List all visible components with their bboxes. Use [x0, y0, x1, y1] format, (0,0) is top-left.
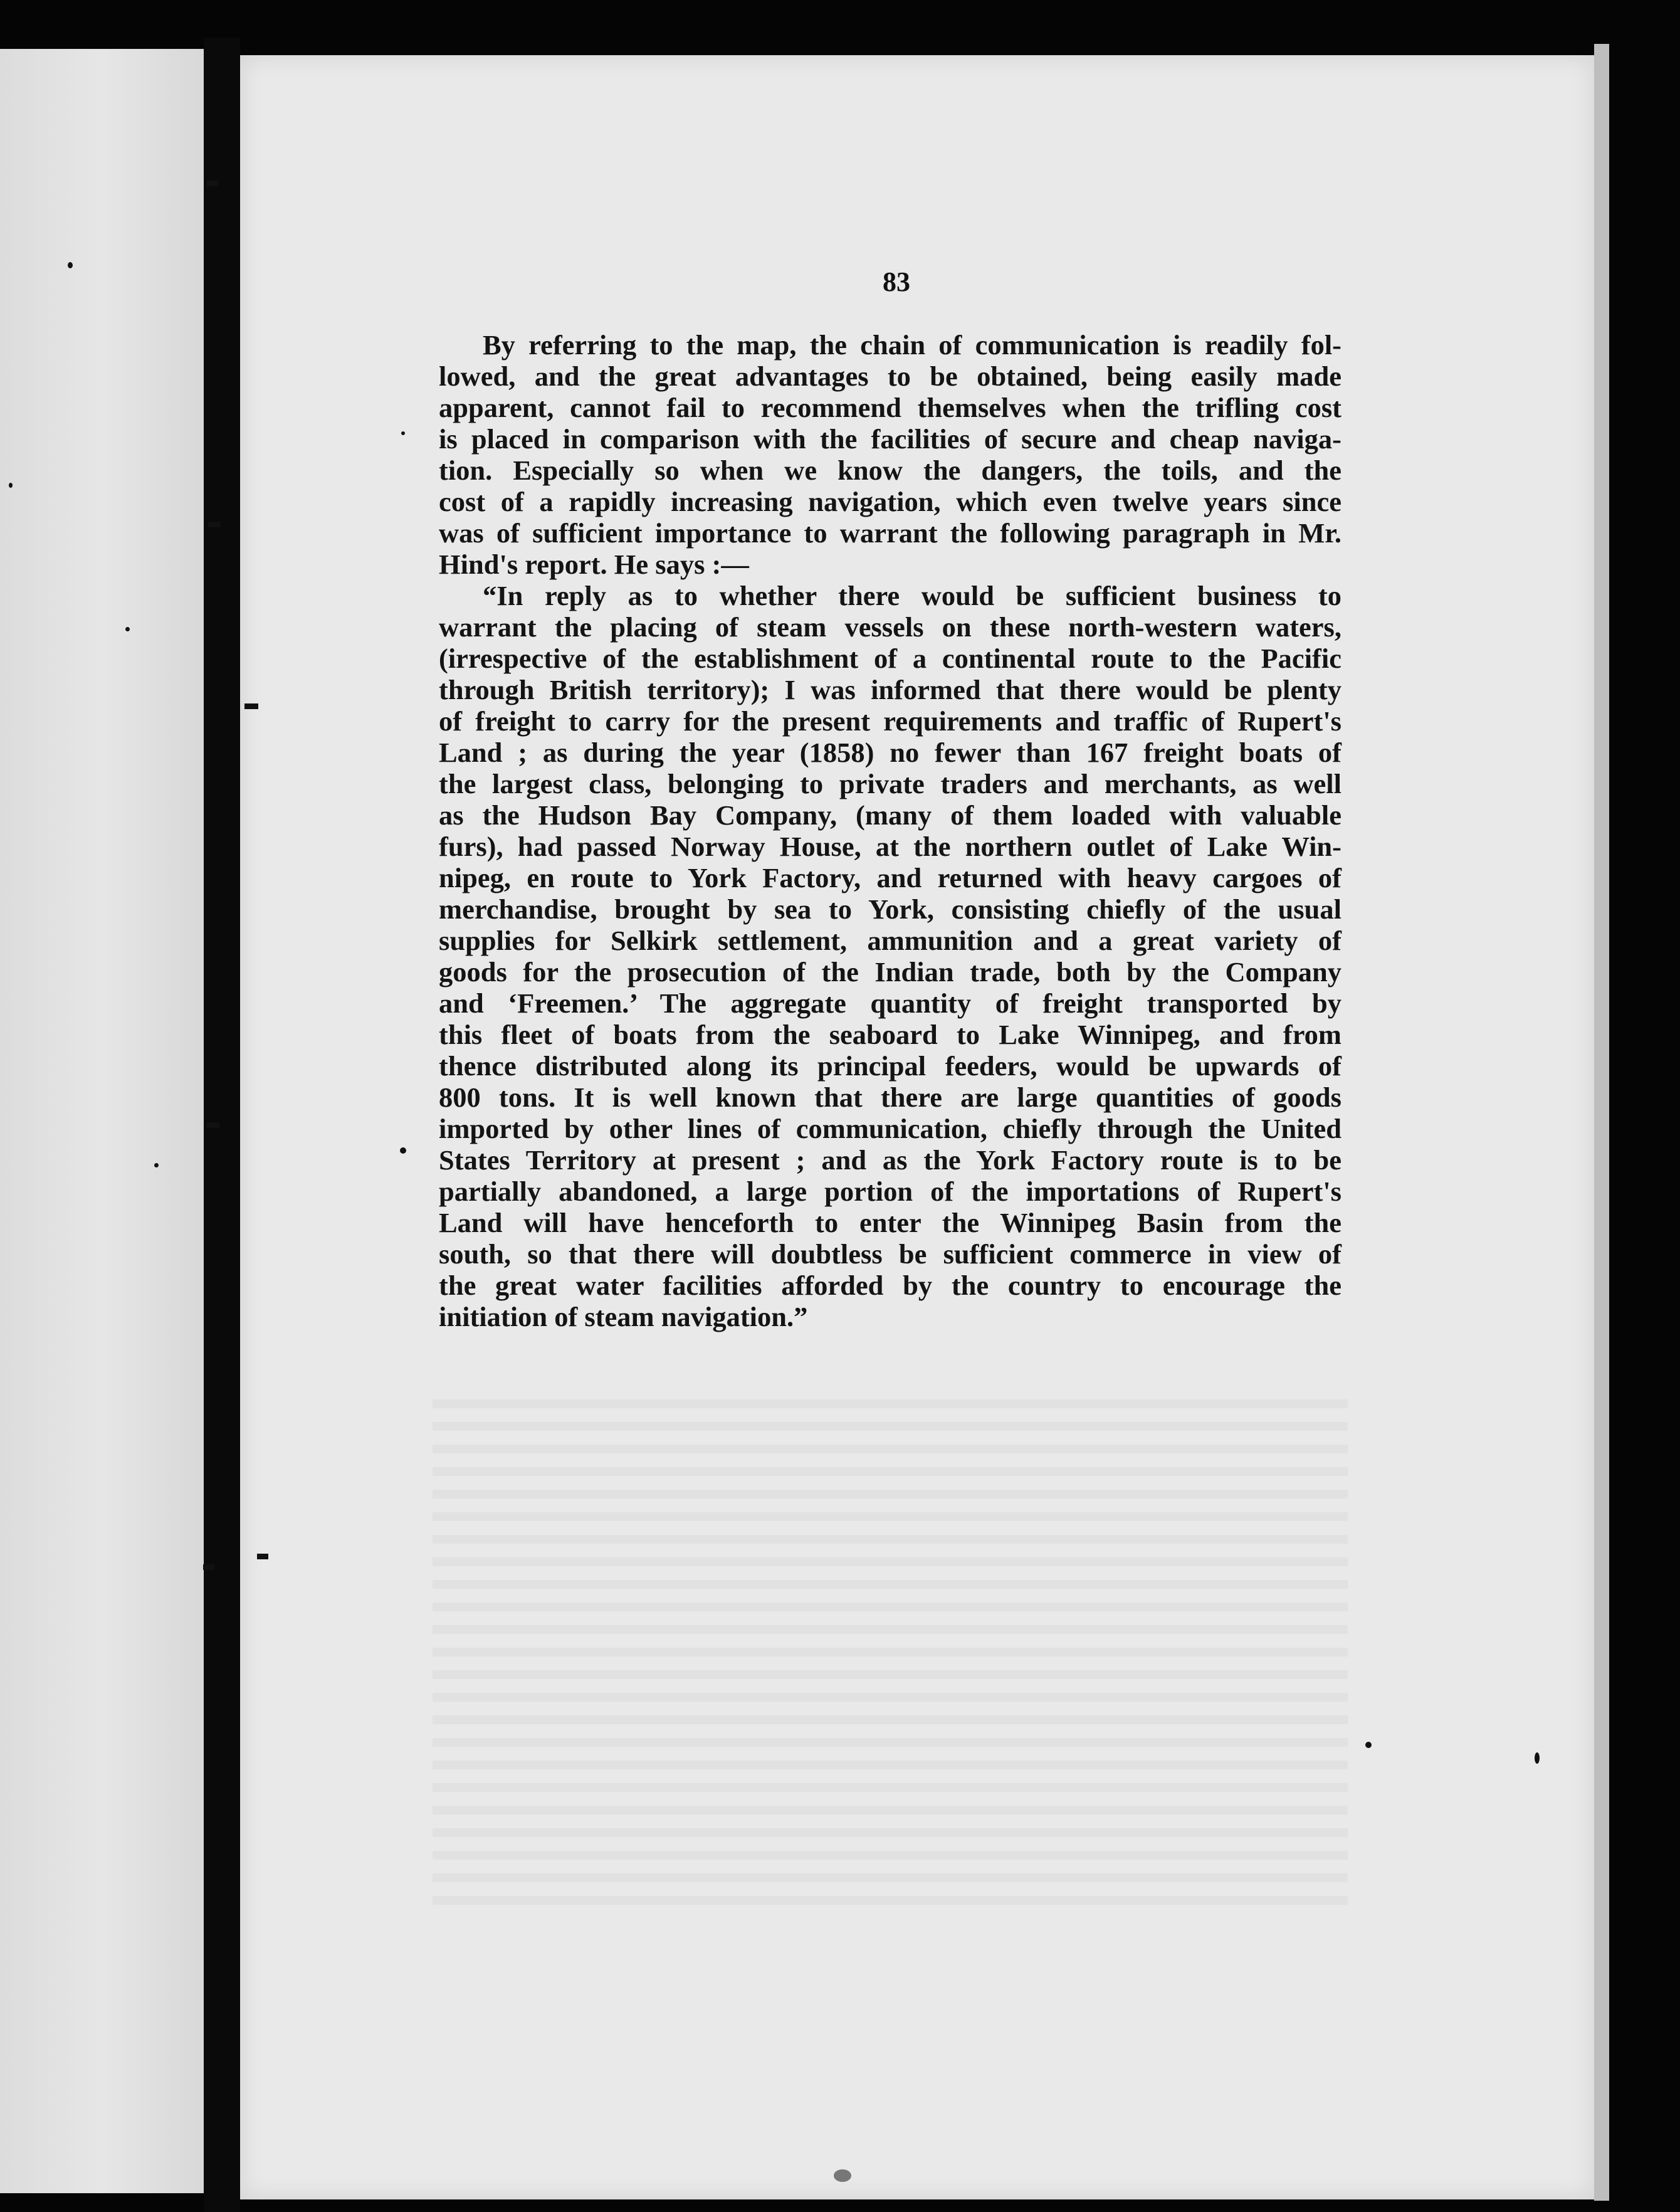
- speck: [834, 2169, 851, 2182]
- speck: [125, 627, 130, 631]
- facing-page: [0, 49, 204, 2193]
- text-line: warrant the placing of steam vessels on these north-western waters,: [439, 611, 1341, 643]
- text-line: 800 tons. It is well known that there are large quantities of goods: [439, 1082, 1341, 1113]
- bleed-through-text: [433, 1386, 1348, 1919]
- text-line: (irrespective of the establishment of a continental route to the Pacific: [439, 643, 1341, 674]
- text-line: the great water facilities afforded by the country to encourage the: [439, 1270, 1341, 1301]
- text-line: supplies for Selkirk settlement, ammunition and a great variety of: [439, 925, 1341, 956]
- text-line: thence distributed along its principal feeders, would be upwards of: [439, 1050, 1341, 1082]
- text-line: furs), had passed Norway House, at the northern outlet of Lake Win-: [439, 831, 1341, 862]
- text-line: tion. Especially so when we know the dangers, the toils, and the: [439, 455, 1341, 486]
- text-line: Land will have henceforth to enter the Winnipeg Basin from the: [439, 1207, 1341, 1238]
- text-line: merchandise, brought by sea to York, consisting chiefly of the usual: [439, 893, 1341, 925]
- text-line: the largest class, belonging to private traders and merchants, as well: [439, 768, 1341, 799]
- text-line: through British territory); I was informed that there would be plenty: [439, 674, 1341, 705]
- page-edge: [1594, 44, 1609, 2201]
- text-line: Land ; as during the year (1858) no fewer than 167 freight boats of: [439, 737, 1341, 768]
- speck: [401, 431, 405, 435]
- margin-tick: [208, 522, 221, 527]
- text-line: as the Hudson Bay Company, (many of them loaded with valuable: [439, 799, 1341, 831]
- text-line: Hind's report. He says :—: [439, 549, 749, 580]
- speck: [400, 1147, 406, 1154]
- text-line: partially abandoned, a large portion of the importations of Rupert's: [439, 1176, 1341, 1207]
- text-line: and ‘Freemen.’ The aggregate quantity of freight transported by: [439, 988, 1341, 1019]
- text-line: “In reply as to whether there would be sufficient business to: [483, 580, 1341, 611]
- speck: [1535, 1752, 1540, 1764]
- margin-tick: [257, 1554, 268, 1559]
- text-line: of freight to carry for the present requirements and traffic of Rupert's: [439, 705, 1341, 737]
- margin-tick: [244, 703, 258, 709]
- text-line: By referring to the map, the chain of communication is readily fol-: [483, 329, 1341, 361]
- page-number: 83: [883, 266, 910, 297]
- speck: [154, 1163, 159, 1167]
- body-text: [439, 329, 1341, 1332]
- text-line: was of sufficient importance to warrant the following paragraph in Mr.: [439, 517, 1341, 549]
- margin-tick: [207, 181, 218, 186]
- speck: [9, 483, 13, 488]
- text-line: south, so that there will doubtless be sufficient commerce in view of: [439, 1238, 1341, 1270]
- text-line: States Territory at present ; and as the York Factory route is to be: [439, 1144, 1341, 1176]
- text-line: goods for the prosecution of the Indian trade, both by the Company: [439, 956, 1341, 988]
- text-line: this fleet of boats from the seaboard to Lake Winnipeg, and from: [439, 1019, 1341, 1050]
- speck: [68, 262, 73, 268]
- text-line: is placed in comparison with the facilities of secure and cheap naviga-: [439, 423, 1341, 455]
- margin-tick: [207, 1122, 219, 1128]
- text-line: lowed, and the great advantages to be obtained, being easily made: [439, 361, 1341, 392]
- speck: [1365, 1742, 1372, 1748]
- margin-tick: [203, 1564, 214, 1570]
- text-line: apparent, cannot fail to recommend themselves when the trifling cost: [439, 392, 1341, 423]
- text-line: cost of a rapidly increasing navigation, which even twelve years since: [439, 486, 1341, 517]
- text-line: nipeg, en route to York Factory, and returned with heavy cargoes of: [439, 862, 1341, 893]
- text-line: imported by other lines of communication, chiefly through the United: [439, 1113, 1341, 1144]
- text-line: initiation of steam navigation.”: [439, 1301, 808, 1332]
